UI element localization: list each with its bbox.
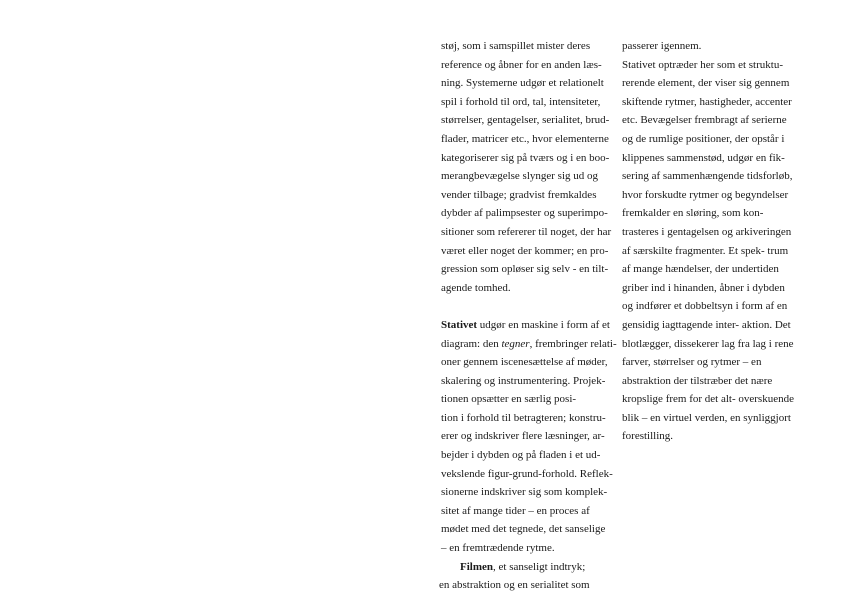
text-line: vender tilbage; gradvist fremkaldes xyxy=(441,188,597,201)
text-line: vekslende figur-grund-forhold. Reflek- xyxy=(441,467,613,480)
text-line: passerer igennem. xyxy=(622,40,702,52)
paragraph-2 xyxy=(441,316,617,558)
text-fragment: , frembringer relati- xyxy=(529,337,617,350)
emphasis-tegner: tegner xyxy=(501,337,530,350)
text-line: erer og indskriver flere læsninger, ar- xyxy=(441,430,605,443)
text-line: af mange hændelser, der undertiden xyxy=(622,263,779,276)
text-line: gression som opløser sig selv - en tilt- xyxy=(441,263,609,276)
text-line: og indfører et dobbeltsyn i form af en xyxy=(622,300,788,313)
text-line: forestilling. xyxy=(622,430,674,443)
text-line: sering af sammenhængende tidsforløb, xyxy=(622,170,793,183)
text-line: sitet af mange tider – en proces af xyxy=(441,504,590,517)
text-line: agende tomhed. xyxy=(441,281,511,294)
right-text-column xyxy=(622,37,798,446)
text-line xyxy=(441,335,617,354)
text-line: skiftende rytmer, hastigheder, accenter xyxy=(622,95,792,108)
text-line: dybder af palimpsester og superimpo- xyxy=(441,207,608,220)
text-line: en abstraktion og en serialitet som xyxy=(439,579,590,592)
text-line: gensidig iagttagende inter- aktion. Det xyxy=(622,318,791,331)
left-text-column xyxy=(439,37,617,595)
term-filmen: Filmen xyxy=(460,560,493,573)
text-line: størrelser, gentagelser, serialitet, brud- xyxy=(441,114,610,127)
text-line: – en fremtrædende rytme. xyxy=(441,542,555,555)
text-line: flader, matricer etc., hvor elementerne xyxy=(441,132,609,145)
text-line xyxy=(441,316,613,335)
text-line: griber ind i hinanden, åbner i dybden xyxy=(622,281,785,294)
text-line: mødet med det tegnede, det sanselige xyxy=(441,523,606,536)
text-line: skalering og instrumentering. Projek- xyxy=(441,374,606,387)
text-line: blik – en virtuel verden, en synliggjort xyxy=(622,411,791,424)
term-stativet: Stativet xyxy=(441,318,478,331)
text-line: tionen opsætter en særlig posi- xyxy=(441,393,577,406)
text-line: klippenes sammenstød, udgør en fik- xyxy=(622,151,785,164)
text-line: blotlægger, dissekerer lag fra lag i rene xyxy=(622,337,794,350)
text-line: hvor forskudte rytmer og begyndelser xyxy=(622,188,789,201)
text-line xyxy=(441,558,613,577)
paragraph-1 xyxy=(441,37,613,297)
text-line: af særskilte fragmenter. Et spek- trum xyxy=(622,244,789,257)
text-line: trasteres i gentagelsen og arkiveringen xyxy=(622,225,792,238)
text-line: fremkalder en sløring, som kon- xyxy=(622,207,764,220)
text-line: kropslige frem for det alt- overskuende xyxy=(622,393,794,406)
text-line: etc. Bevægelser frembragt af serierne xyxy=(622,114,787,127)
text-line: kategoriserer sig på tværs og i en boo- xyxy=(441,151,610,164)
text-line: været eller noget der kommer; en pro- xyxy=(441,244,609,257)
text-fragment: , et sanseligt indtryk; xyxy=(493,560,586,573)
text-line: og de rumlige positioner, der opstår i xyxy=(622,132,785,145)
text-line: merangbevægelse slynger sig ud og xyxy=(441,170,599,183)
text-line: reference og åbner for en anden læs- xyxy=(441,58,602,71)
text-line: oner gennem iscenesættelse af møder, xyxy=(441,356,608,369)
text-line: sionerne indskriver sig som komplek- xyxy=(441,486,608,499)
text-line: spil i forhold til ord, tal, intensiteter, xyxy=(441,95,601,108)
text-line: rerende element, der viser sig gennem xyxy=(622,77,790,90)
text-line: støj, som i samspillet mister deres xyxy=(441,40,591,52)
text-line: bejder i dybden og på fladen i et ud- xyxy=(441,449,601,462)
text-line: Stativet optræder her som et struktu- xyxy=(622,58,783,71)
text-fragment: udgør en maskine i form af et xyxy=(477,318,610,331)
text-line: farver, størrelser og rytmer – en xyxy=(622,356,762,369)
text-fragment: diagram: den xyxy=(441,337,502,350)
text-line: sitioner som refererer til noget, der har xyxy=(441,225,612,238)
text-line: abstraktion der tilstræber det nære xyxy=(622,374,773,387)
text-line: tion i forhold til betragteren; konstru- xyxy=(441,411,606,424)
paragraph-3 xyxy=(441,558,613,595)
text-line: ning. Systemerne udgør et relationelt xyxy=(441,77,604,90)
